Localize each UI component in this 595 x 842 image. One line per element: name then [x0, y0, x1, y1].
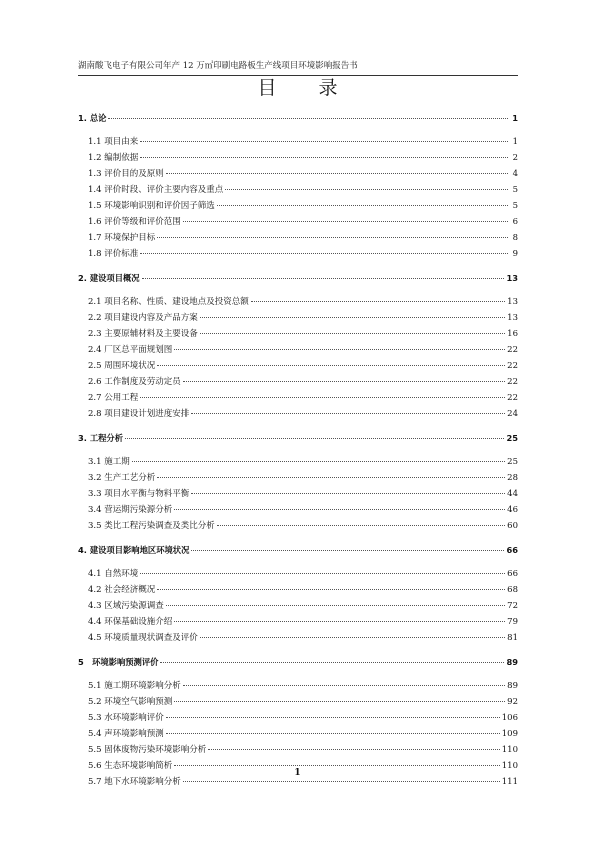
dot-leader [140, 565, 505, 574]
dot-leader [217, 517, 505, 526]
toc-entry-label: 5.7 地下水环境影响分析 [88, 777, 181, 787]
toc-entry-label: 4. 建设项目影响地区环境状况 [78, 545, 190, 555]
toc-entry-page: 25 [507, 457, 518, 467]
toc-entry-page: 24 [507, 409, 518, 419]
dot-leader [191, 405, 505, 414]
toc-entry-label: 1.2 编制依据 [88, 153, 139, 163]
dot-leader [225, 181, 508, 190]
toc-entry-label: 3.2 生产工艺分析 [88, 473, 156, 483]
toc-entry-page: 16 [507, 329, 518, 339]
dot-leader [251, 293, 505, 302]
toc-subsection-entry[interactable] [78, 198, 518, 214]
toc-entry-page: 81 [507, 633, 518, 643]
toc-entry-page: 79 [507, 617, 518, 627]
dot-leader [208, 741, 500, 750]
toc-subsection-entry[interactable] [78, 246, 518, 262]
toc-entry-page: 44 [507, 489, 518, 499]
toc-subsection-entry[interactable] [78, 726, 518, 742]
toc-entry-page: 25 [506, 433, 518, 443]
dot-leader [140, 389, 505, 398]
toc-entry-page: 106 [501, 713, 518, 723]
toc-entry-label: 1. 总论 [78, 113, 107, 123]
toc-subsection-entry[interactable] [78, 710, 518, 726]
section-gap [78, 646, 518, 654]
toc-entry-label: 5.2 环境空气影响预测 [88, 697, 173, 707]
toc-entry-page: 110 [501, 745, 518, 755]
toc-section-heading[interactable] [78, 542, 518, 558]
dot-leader [166, 165, 508, 174]
toc-entry-page: 4 [512, 169, 518, 179]
toc-subsection-entry[interactable] [78, 470, 518, 486]
toc-subsection-entry[interactable] [78, 518, 518, 534]
toc-subsection-entry[interactable] [78, 582, 518, 598]
toc-entry-label: 2.8 项目建设计划进度安排 [88, 409, 190, 419]
toc-entry-page: 13 [506, 273, 518, 283]
toc-subsection-entry[interactable] [78, 230, 518, 246]
toc-subsection-entry[interactable] [78, 454, 518, 470]
toc-entry-label: 4.1 自然环境 [88, 569, 139, 579]
toc-entry-label: 2.4 厂区总平面规划图 [88, 345, 173, 355]
toc-subsection-entry[interactable] [78, 742, 518, 758]
toc-entry-label: 1.6 评价等级和评价范围 [88, 217, 181, 227]
toc-subsection-entry[interactable] [78, 630, 518, 646]
dot-leader [157, 581, 505, 590]
toc-subsection-entry[interactable] [78, 502, 518, 518]
dot-leader [132, 453, 505, 462]
toc-subsection-entry[interactable] [78, 678, 518, 694]
toc-entry-label: 3.4 营运期污染源分析 [88, 505, 173, 515]
toc-subsection-entry[interactable] [78, 182, 518, 198]
dot-leader [174, 693, 505, 702]
toc-entry-page: 111 [501, 777, 518, 787]
toc-entry-page: 72 [507, 601, 518, 611]
dot-leader [174, 341, 505, 350]
dot-leader [140, 133, 508, 142]
toc-subsection-entry[interactable] [78, 566, 518, 582]
toc-entry-page: 1 [512, 113, 518, 123]
toc-entry-page: 92 [507, 697, 518, 707]
toc-entry-label: 1.8 评价标准 [88, 249, 139, 259]
toc-subsection-entry[interactable] [78, 150, 518, 166]
dot-leader [166, 709, 500, 718]
dot-leader [174, 501, 505, 510]
dot-leader [140, 149, 508, 158]
dot-leader [200, 629, 505, 638]
dot-leader [125, 430, 504, 439]
toc-entry-label: 4.5 环境质量现状调查及评价 [88, 633, 198, 643]
table-of-contents [78, 110, 518, 790]
toc-entry-page: 13 [507, 297, 518, 307]
toc-entry-label: 1.4 评价时段、评价主要内容及重点 [88, 185, 224, 195]
toc-entry-page: 5 [512, 185, 518, 195]
dot-leader [183, 373, 505, 382]
toc-entry-page: 22 [507, 393, 518, 403]
toc-entry-page: 9 [512, 249, 518, 259]
toc-entry-label: 1.1 项目由来 [88, 137, 139, 147]
toc-subsection-entry[interactable] [78, 358, 518, 374]
section-gap [78, 422, 518, 430]
toc-entry-label: 4.3 区域污染源调查 [88, 601, 164, 611]
dot-leader [174, 757, 500, 766]
toc-entry-label: 2.2 项目建设内容及产品方案 [88, 313, 198, 323]
toc-subsection-entry[interactable] [78, 134, 518, 150]
dot-leader [200, 325, 505, 334]
toc-subsection-entry[interactable] [78, 614, 518, 630]
toc-entry-page: 109 [501, 729, 518, 739]
dot-leader [108, 110, 508, 119]
dot-leader [166, 597, 505, 606]
toc-entry-label: 5 环境影响预测评价 [78, 657, 159, 667]
dot-leader [160, 654, 504, 663]
page-number: 1 [294, 768, 301, 778]
toc-entry-page: 66 [506, 545, 518, 555]
toc-entry-label: 1.3 评价目的及原则 [88, 169, 164, 179]
dot-leader [142, 270, 505, 279]
toc-subsection-entry[interactable] [78, 214, 518, 230]
running-header: 湖南酸飞电子有限公司年产 12 万㎡印刷电路板生产线项目环境影响报告书 [78, 60, 518, 76]
toc-subsection-entry[interactable] [78, 166, 518, 182]
toc-entry-page: 28 [507, 473, 518, 483]
toc-entry-label: 3. 工程分析 [78, 433, 124, 443]
toc-entry-page: 60 [507, 521, 518, 531]
toc-subsection-entry[interactable] [78, 694, 518, 710]
toc-entry-label: 5.5 固体废物污染环境影响分析 [88, 745, 207, 755]
toc-entry-label: 1.7 环境保护目标 [88, 233, 156, 243]
section-gap [78, 534, 518, 542]
toc-entry-label: 2.7 公用工程 [88, 393, 139, 403]
toc-entry-label: 2.5 周围环境状况 [88, 361, 156, 371]
toc-entry-page: 89 [507, 681, 518, 691]
toc-entry-label: 4.4 环保基础设施介绍 [88, 617, 173, 627]
dot-leader [217, 197, 508, 206]
toc-entry-page: 22 [507, 361, 518, 371]
toc-section-heading[interactable] [78, 270, 518, 286]
toc-subsection-entry[interactable] [78, 310, 518, 326]
toc-entry-label: 4.2 社会经济概况 [88, 585, 156, 595]
toc-entry-label: 3.1 施工期 [88, 457, 130, 467]
toc-entry-label: 2.1 项目名称、性质、建设地点及投资总额 [88, 297, 249, 307]
toc-entry-page: 1 [512, 137, 518, 147]
toc-entry-page: 22 [507, 377, 518, 387]
toc-section-heading[interactable] [78, 430, 518, 446]
toc-section-heading[interactable] [78, 110, 518, 126]
dot-leader [174, 613, 505, 622]
toc-subsection-entry[interactable] [78, 406, 518, 422]
toc-entry-label: 1.5 环境影响识别和评价因子筛选 [88, 201, 215, 211]
toc-entry-page: 13 [507, 313, 518, 323]
dot-leader [200, 309, 505, 318]
dot-leader [191, 542, 504, 551]
toc-entry-label: 2.3 主要原辅材料及主要设备 [88, 329, 198, 339]
toc-entry-page: 2 [512, 153, 518, 163]
toc-entry-label: 5.4 声环境影响预测 [88, 729, 164, 739]
toc-subsection-entry[interactable] [78, 294, 518, 310]
toc-entry-label: 2. 建设项目概况 [78, 273, 140, 283]
toc-entry-page: 22 [507, 345, 518, 355]
toc-section-heading[interactable] [78, 654, 518, 670]
dot-leader [157, 229, 508, 238]
toc-title: 目 录 [257, 77, 356, 99]
toc-entry-label: 5.3 水环境影响评价 [88, 713, 164, 723]
toc-entry-page: 8 [512, 233, 518, 243]
dot-leader [140, 245, 508, 254]
dot-leader [157, 357, 505, 366]
toc-subsection-entry[interactable] [78, 598, 518, 614]
toc-entry-label: 3.5 类比工程污染调查及类比分析 [88, 521, 215, 531]
toc-entry-label: 2.6 工作制度及劳动定员 [88, 377, 181, 387]
section-gap [78, 262, 518, 270]
toc-entry-page: 89 [506, 657, 518, 667]
toc-subsection-entry[interactable] [78, 390, 518, 406]
toc-entry-page: 110 [501, 761, 518, 771]
dot-leader [157, 469, 505, 478]
toc-subsection-entry[interactable] [78, 326, 518, 342]
toc-subsection-entry[interactable] [78, 374, 518, 390]
dot-leader [183, 677, 505, 686]
toc-entry-page: 66 [507, 569, 518, 579]
toc-entry-page: 5 [512, 201, 518, 211]
toc-subsection-entry[interactable] [78, 486, 518, 502]
toc-entry-page: 6 [512, 217, 518, 227]
dot-leader [183, 213, 508, 222]
dot-leader [166, 725, 500, 734]
toc-entry-label: 5.1 施工期环境影响分析 [88, 681, 181, 691]
toc-entry-page: 46 [507, 505, 518, 515]
toc-subsection-entry[interactable] [78, 342, 518, 358]
dot-leader [191, 485, 505, 494]
toc-entry-page: 68 [507, 585, 518, 595]
toc-entry-label: 3.3 项目水平衡与物料平衡 [88, 489, 190, 499]
toc-entry-label: 5.6 生态环境影响简析 [88, 761, 173, 771]
